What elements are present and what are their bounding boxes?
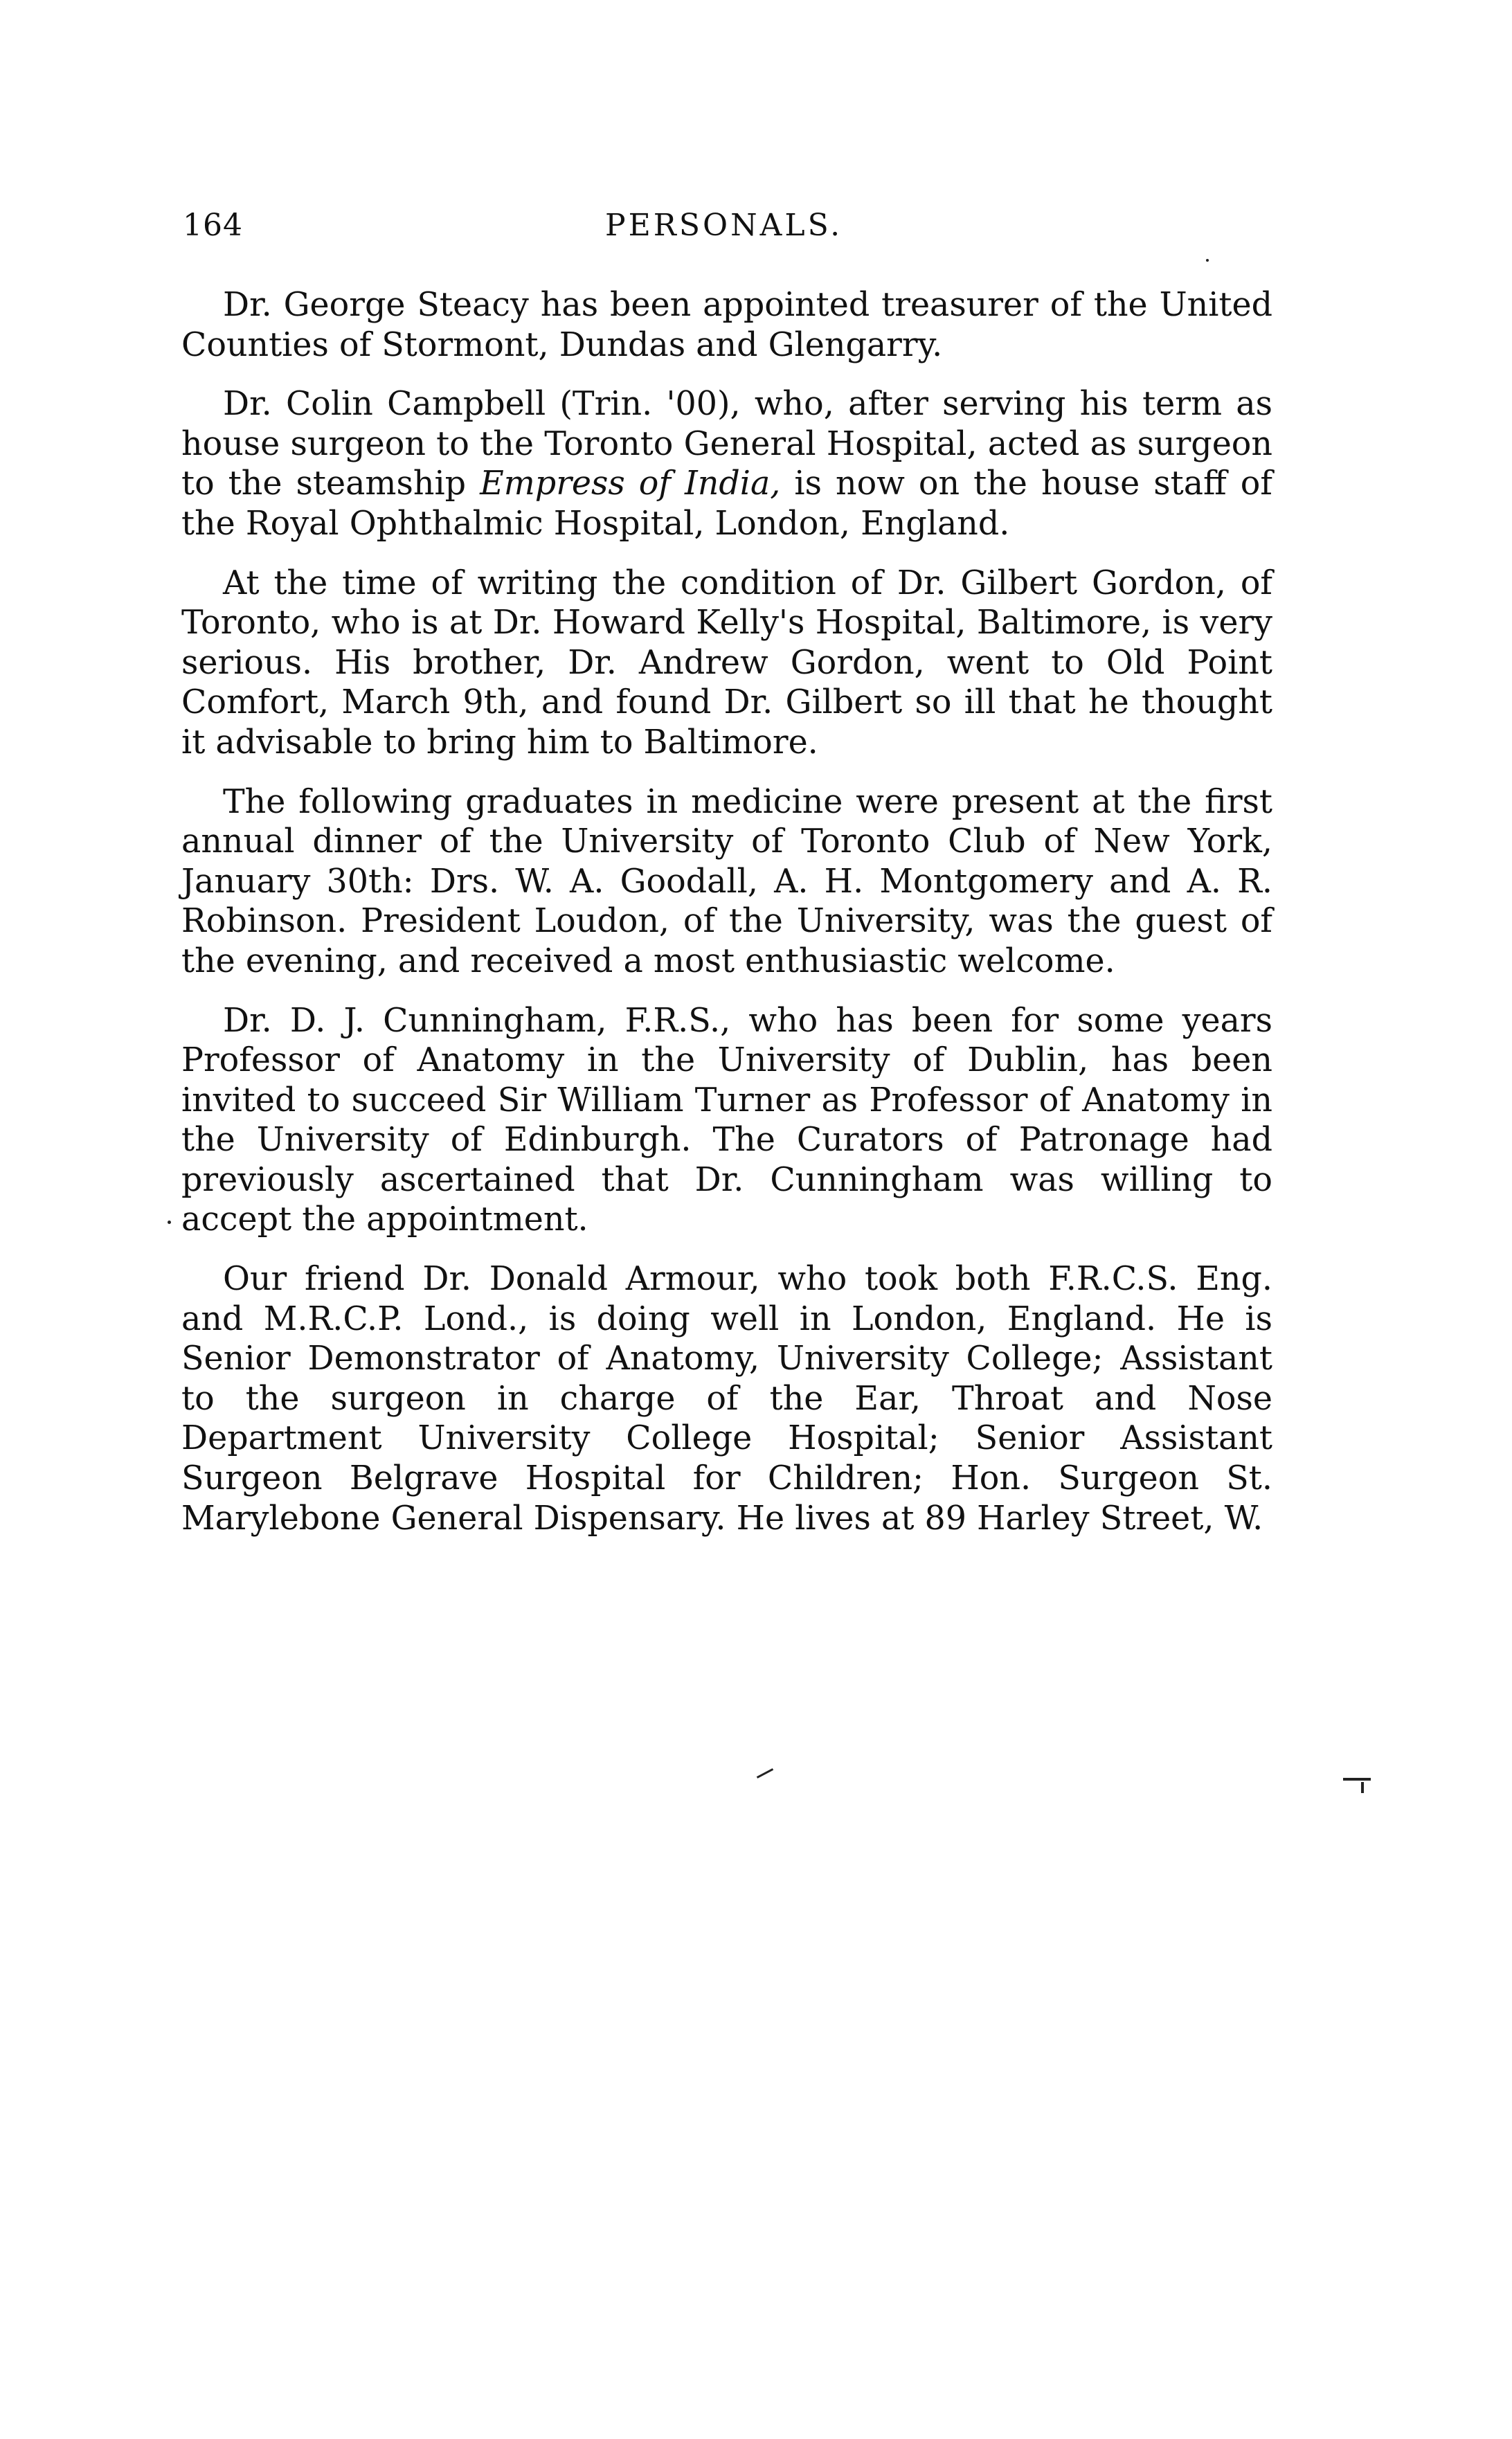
ink-mark xyxy=(1361,1782,1364,1793)
page-number: 164 xyxy=(183,208,243,243)
ink-speck xyxy=(168,1221,171,1224)
paragraph-gordon: At the time of writing the condition of Dr. Gilbert Gordon, of Toronto, who is at Dr. Howard Kelly's Hospital, Baltimore, is very serious. His brother, Dr. Andrew Gordon, went to Old Point Comfort, March 9th, and found Dr. Gilbert so ill that he thought it advisable to bring him to Baltimore. xyxy=(181,564,1272,762)
paragraph-campbell xyxy=(181,384,1272,543)
article-body xyxy=(181,285,1272,1558)
paragraph-toronto-club: The following graduates in medicine were present at the first annual dinner of the University of Toronto Club of New York, January 30th: Drs. W. A. Goodall, A. H. Montgomery and A. R. Robinson. President Loudon, of the University, was the guest of the evening, and received a most enthusiastic welcome. xyxy=(181,782,1272,980)
paragraph-steacy: Dr. George Steacy has been appointed treasurer of the United Counties of Stormont, Dundas and Glengarry. xyxy=(181,286,1272,364)
page-header xyxy=(183,208,1290,256)
running-title: PERSONALS. xyxy=(605,208,843,243)
ink-speck xyxy=(1206,259,1209,262)
paragraph-campbell-text-end: is now on the house staff of the Royal Ophthalmic Hospital, London, England. xyxy=(181,465,1272,543)
paragraph-campbell-text: Dr. Colin Campbell (Trin. '00), who, after serving his term as house surgeon to the Toronto General Hospital, acted as surgeon to the steamship xyxy=(181,385,1272,503)
ship-name: Empress of India, xyxy=(480,465,781,503)
paragraph-cunningham: Dr. D. J. Cunningham, F.R.S., who has been for some years Professor of Anatomy in the University of Dublin, has been invited to succeed Sir William Turner as Professor of Anatomy in the University of Edinburgh. The Curators of Patronage had previously ascertained that Dr. Cunningham was willing to accept the appointment. xyxy=(181,1001,1272,1239)
ink-stroke xyxy=(757,1768,773,1779)
paragraph-armour: Our friend Dr. Donald Armour, who took both F.R.C.S. Eng. and M.R.C.P. Lond., is doing well in London, England. He is Senior Demonstrator of Anatomy, University College; Assistant to the surgeon in charge of the Ear, Throat and Nose Department University College Hospital; Senior Assistant Surgeon Belgrave Hospital for Children; Hon. Surgeon St. Marylebone General Dispensary. He lives at 89 Harley Street, W. xyxy=(181,1260,1272,1538)
ink-mark xyxy=(1343,1778,1371,1781)
